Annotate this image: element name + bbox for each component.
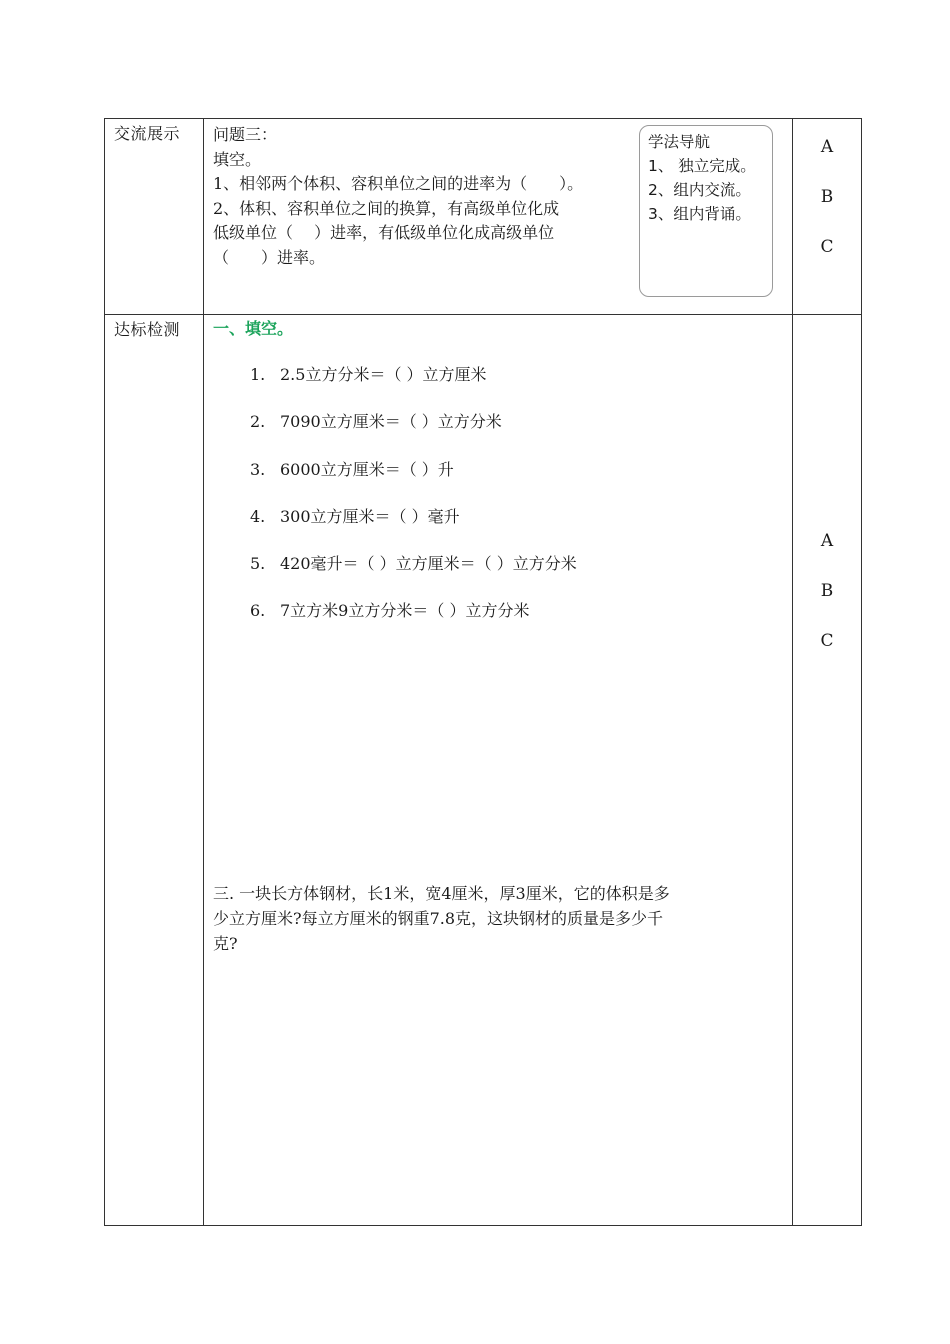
test-cell — [204, 315, 793, 1226]
fill-in-list — [250, 365, 577, 648]
item-number: 5. — [250, 553, 266, 573]
fill-in-item — [250, 554, 577, 601]
question-subtitle: 填空。 — [213, 149, 262, 169]
item-number: 3. — [250, 459, 266, 479]
grade-c: C — [820, 631, 834, 652]
grade-a: A — [820, 531, 834, 552]
grade-cell — [793, 315, 862, 1226]
fill-in-item — [250, 412, 577, 459]
fill-in-item — [250, 601, 577, 648]
study-guide-title: 学法导航 — [648, 133, 711, 151]
grade-options — [793, 137, 861, 287]
question-three — [213, 123, 633, 270]
word-problem-three — [213, 881, 785, 956]
grade-c: C — [820, 237, 834, 257]
question-cell — [204, 119, 793, 315]
fill-in-item — [250, 365, 577, 412]
label-cell — [105, 315, 204, 1226]
item-text: 300立方厘米＝（ ）毫升 — [280, 506, 460, 526]
problem-line: 少立方厘米?每立方厘米的钢重7.8克，这块钢材的质量是多少千 — [213, 909, 664, 929]
study-guide-item: 2、组内交流。 — [648, 181, 751, 199]
study-guide-item: 1、 独立完成。 — [648, 157, 756, 175]
problem-line: 克? — [213, 934, 238, 954]
problem-line: 三. 一块长方体钢材，长1米，宽4厘米，厚3厘米，它的体积是多 — [213, 884, 670, 904]
item-number: 4. — [250, 506, 266, 526]
question-line: 低级单位（ ）进率，有低级单位化成高级单位 — [213, 223, 555, 242]
worksheet-table — [104, 118, 862, 1226]
label-cell — [105, 119, 204, 315]
study-guide-item: 3、组内背诵。 — [648, 205, 751, 223]
row-standard-test — [105, 315, 862, 1226]
row-exchange-display — [105, 119, 862, 315]
question-line: 1、相邻两个体积、容积单位之间的进率为（ ）。 — [213, 174, 584, 193]
item-text: 7立方米9立方分米＝（ ）立方分米 — [280, 601, 530, 621]
grade-b: B — [820, 581, 834, 602]
item-text: 7090立方厘米＝（ ）立方分米 — [280, 412, 502, 432]
item-text: 420毫升＝（ ）立方厘米＝（ ）立方分米 — [280, 553, 577, 573]
question-line: （ ）进率。 — [213, 247, 326, 267]
study-guide-box — [639, 125, 773, 297]
item-number: 1. — [250, 365, 266, 385]
item-number: 6. — [250, 601, 266, 621]
item-number: 2. — [250, 412, 266, 432]
item-text: 6000立方厘米＝（ ）升 — [280, 459, 454, 479]
question-title: 问题三： — [213, 125, 278, 144]
grade-options — [793, 531, 861, 681]
fill-in-item — [250, 460, 577, 507]
fill-in-title: 一、填空。 — [213, 319, 294, 339]
section-label-exchange: 交流展示 — [114, 124, 181, 143]
grade-cell — [793, 119, 862, 315]
section-label-test: 达标检测 — [114, 320, 181, 340]
question-line: 2、体积、容积单位之间的换算，有高级单位化成 — [213, 198, 560, 218]
item-text: 2.5立方分米＝（ ）立方厘米 — [280, 365, 487, 385]
grade-b: B — [820, 187, 834, 207]
fill-in-item — [250, 507, 577, 554]
grade-a: A — [820, 137, 834, 157]
